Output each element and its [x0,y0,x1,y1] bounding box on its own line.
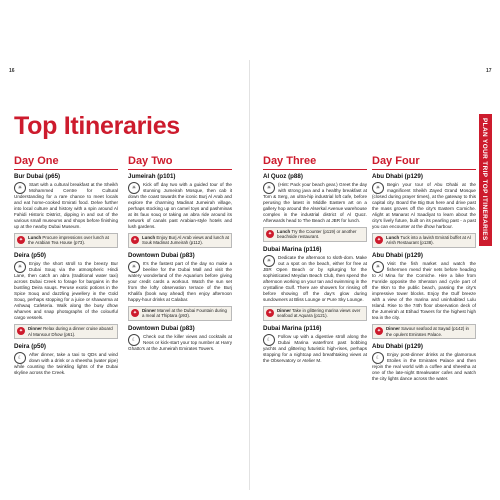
meal-tip-box [128,306,232,321]
section-heading: Bur Dubai (p65) [14,173,61,180]
day-heading: Day Three [263,155,317,167]
itinerary-column [372,155,476,384]
section-text: Begin your tour of Abu Dhabi at the magnificent Sheikh Zayed Grand Mosque (closed during prayer times), at the gateway to this capital city. Board the Big Bus here and drive past the mass groves off the city's Eastern Corniche. Alight at Manarat Al Saadiyat to learn about the city's lively future, built on its pearling past - a past you can encounter at the dhow harbour. [372,181,476,229]
section-heading: Deira (p50) [14,252,46,260]
moon-icon: ☾ [372,352,384,364]
section-heading: Dubai Marina (p116) [263,246,322,254]
sun-icon: ☀ [372,182,384,194]
moon-icon: ☾ [263,334,275,346]
meal-label: Dinner [28,326,42,332]
meal-text: Marvel at the Dubai Fountain during a meal at Thiptara (p93). [142,307,227,319]
meal-tip-box [128,233,232,248]
meal-text: Try the Counter (p119) or another beachside restaurant. [277,228,357,240]
section-text: Follow up with a digestive stroll along the Dubai Marina waterfront past bobbing yachts and glittering futuristic high-rises, perhaps stopping for a nightcap and breathtaking views at the Observatory or Atelier M. [263,333,367,363]
section-heading: Downtown Dubai (p83) [128,252,195,260]
meal-label: Lunch [28,234,42,240]
section-body [128,334,232,352]
lunch-icon: ✦ [132,236,138,243]
section-text: It's the fastest part of the day so make a beeline for the Dubai Mall and visit the watery wonderland of the Aquarium before giving your credit cards a workout. Watch the sun set from the lofty observation terrace of the Burj Khalifa (book way ahead) then enjoy afternoon happy-hour drinks at Calabar. [128,260,232,302]
page-number-left: 16 [9,68,15,74]
section-body [372,352,476,382]
section-body [128,182,232,230]
dinner-icon: ✦ [267,309,273,316]
section-body [14,261,118,321]
dinner-icon: ✦ [132,309,138,316]
sun-icon: ☀ [14,261,26,273]
meal-text: Procure impressions over lunch at the Arabian Tea House (p73). [28,234,109,246]
meal-tip-box [263,306,367,321]
meal-tip-box [263,227,367,242]
sun-icon: ☀ [263,255,275,267]
page-number-right: 17 [486,68,492,74]
lunch-icon: ✦ [18,236,24,243]
dinner-icon: ✦ [376,328,382,335]
day-heading: Day One [14,155,59,167]
meal-label: Dinner [386,326,400,332]
sun-icon: ☀ [372,261,384,273]
section-text: Start with a cultural breakfast at the Sheikh Mohammed Centre for Cultural Understanding for a rare chance to meet locals and eat home-cooked Emirati food. Delve further into local culture and history with a spin around Al Fahidi Historic District, dipping in and out of the various small museums and shops before finishing up at the nearby Dubai Museum. [14,181,118,229]
section-heading: Downtown Dubai (p83) [128,325,195,333]
meal-tip-box [14,324,118,339]
section-body [263,182,367,224]
section-heading: Abu Dhabi (p129) [372,343,423,351]
meal-text: Enjoy Burj Al Arab views and lunch at Souk Madinat Jumeirah (p112). [142,234,229,246]
section-body [372,182,476,230]
meal-label: Lunch [277,228,291,234]
sun-icon: ☀ [128,182,140,194]
section-heading: Abu Dhabi (p129) [372,173,423,180]
gutter [249,60,250,490]
section-heading: Abu Dhabi (p129) [372,252,423,260]
section-text: Enjoy post-dinner drinks at the glamorous Etoiles in the Emirates Palace and then rejoin the real world with a coffee and sheesha at one of the late-night Breakwater cafes and watch the city lights dance across the water. [372,351,476,381]
section-body [128,261,232,303]
day-divider [372,169,476,170]
day-divider [128,169,232,170]
section-heading: Deira (p50) [14,343,46,351]
section-body [14,352,118,376]
section-heading: Jumeirah (p101) [128,173,176,180]
sun-icon: ☀ [128,261,140,273]
section-text: (Hint: Pack your beach gear.) Greet the day with strong java and a healthy breakfast at Tom & Serg, an ultra-hip industrial loft cafe, before perusing the latest in Middle Eastern art on a gallery hop around the Alserkal Avenue warehouse complex in the industrial district of Al Quoz. Afterwards head to The Beach at JBR for lunch. [263,181,367,223]
sun-icon: ☀ [263,182,275,194]
meal-label: Lunch [386,234,400,240]
section-text: Visit the fish market and watch the fishermen mend their nets before heading to Al Mina for the Corniche. Hire a bike from Funride opposite the Sheraton and cycle part of the 8km to the public beach, passing the city's impressive tower blocks. Enjoy the Gulf breeze with a view of the marina and uninhabited Lulu Island. Rise to the 74th floor observation deck of the Jumeirah at Etihad Towers for the highest high tea in the city. [372,260,476,320]
meal-text: Tuck into a lavish Emirati buffet at Al Arish Restaurant (p138). [386,234,471,246]
section-text: Enjoy the short stroll to the breezy Bur Dubai Souq via the atmospheric Hindi Lane, then catch an abra (traditional water taxi) across Dubai Creek to forage for bargains in the bustling Deira souqs. Peruse exotic potions in the Spice Souq and dazzling jewellery in the Gold Souq, perhaps stopping for a juice or shawarma at Ashwaq Cafeteria. Walk along the busy dhow wharves and snap photographs of the colourful cargo vessels. [14,260,118,320]
section-text: After dinner, take a taxi to QDs and wind down with a drink or a sheesha (water pipe) while counting the twinkling lights of the Dubai skyline across the Creek. [14,351,118,375]
moon-icon: ☾ [14,352,26,364]
meal-label: Dinner [142,307,156,313]
lunch-icon: ✦ [376,236,382,243]
moon-icon: ☾ [128,334,140,346]
lunch-icon: ✦ [267,230,273,237]
meal-text: Take in glittering marina views over seafood at Aquara (p121). [277,307,361,319]
meal-text: Relax during a dinner cruise aboard Al Mansour Dhow (p61). [28,326,113,337]
sun-icon: ☀ [14,182,26,194]
day-divider [14,169,118,170]
section-body [263,255,367,303]
day-heading: Day Four [372,155,420,167]
meal-tip-box [14,233,118,248]
section-body [14,182,118,230]
section-heading: Dubai Marina (p116) [263,325,322,333]
itinerary-column [14,155,118,378]
itinerary-column [128,155,232,354]
page-title: Top Itineraries [14,112,180,140]
meal-label: Lunch [142,234,156,240]
itinerary-column [263,155,367,366]
meal-text: Savour seafood at Sayad (p142) in the opulent Emirates Palace. [386,326,469,337]
section-text: Kick off day two with a guided tour of the stunning Jumeirah Mosque, then cab it down the coast towards the iconic Burj Al Arab and explore the charming Madinat Jumeirah village, perhaps stocking up on camel toys and pashminas at its faux souq or taking an abra ride around its network of canals past Arabian-style hotels and lush gardens. [128,181,232,229]
section-body [372,261,476,321]
section-body [263,334,367,364]
section-text: Check out the killer views and cocktails at Neos or kick-start your top number at Harry Ghatto's at the Jumeirah Emirates Towers. [128,333,232,351]
meal-tip-box [372,233,476,248]
dinner-icon: ✦ [18,328,24,335]
side-tab-label: PLAN YOUR TRIP TOP ITINERARIES [481,118,488,241]
section-side-tab [479,114,492,246]
section-heading: Al Quoz (p88) [263,173,303,180]
section-text: Dedicate the afternoon to sloth-dom. Make out a spot on the beach, either for free at JBR Open Beach or by splurging for the sophisticated Meydan Beach Club, then spend the afternoon working on your tan and swimming in the crystalline Gulf. There are showers for rinsing off before showing off the day's glow during sundowners at Bliss Lounge or Pure Sky Lounge. [263,254,367,302]
day-divider [263,169,367,170]
day-heading: Day Two [128,155,173,167]
meal-label: Dinner [277,307,291,313]
meal-tip-box [372,324,476,339]
